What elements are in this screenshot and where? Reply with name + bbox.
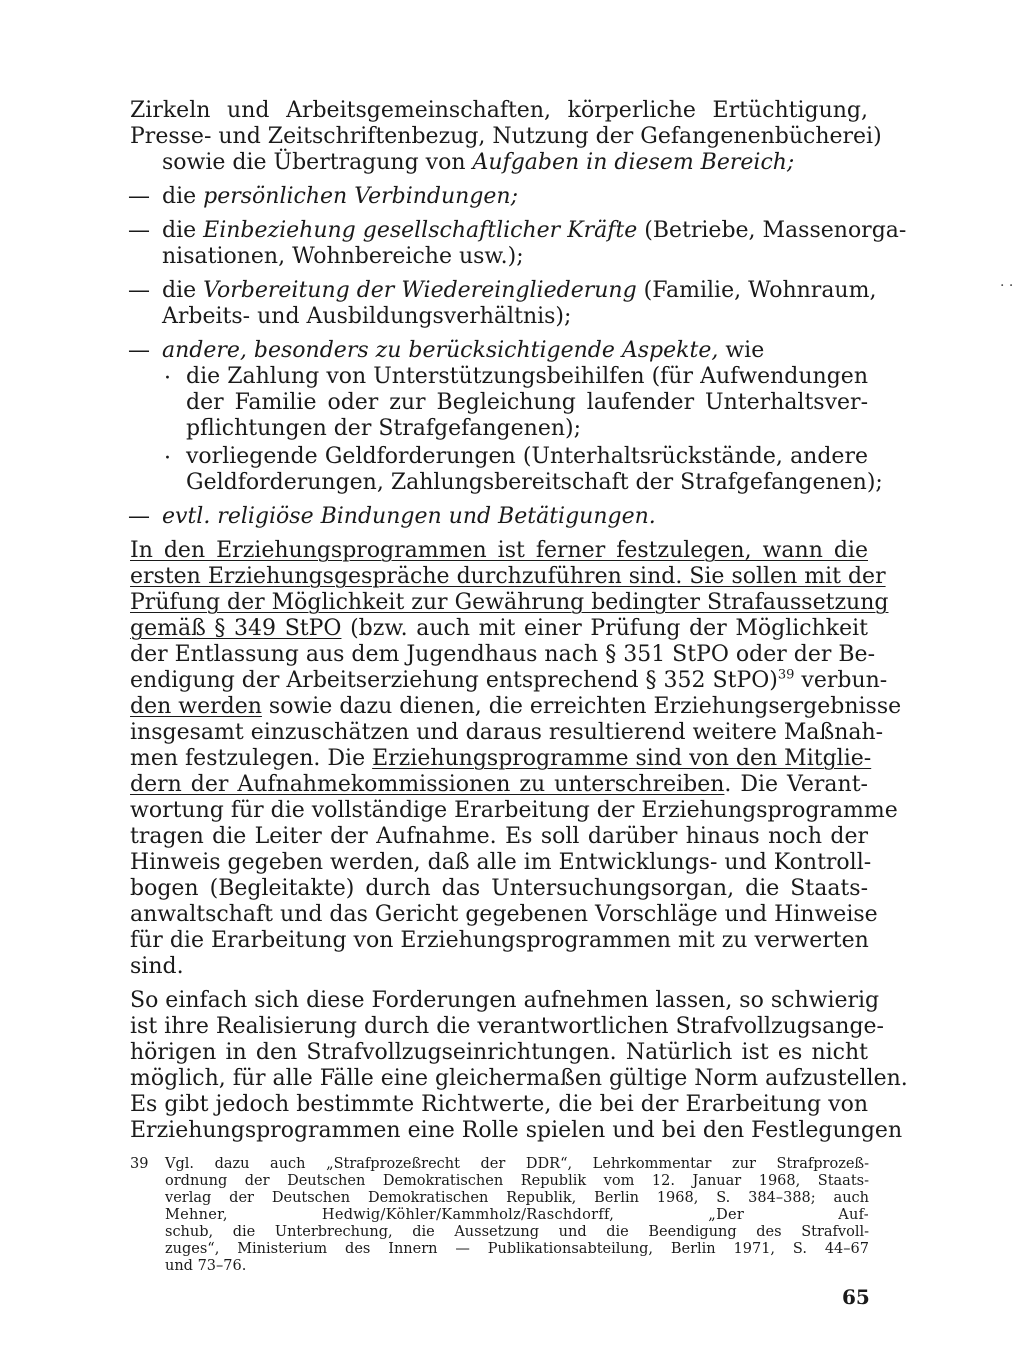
list-item: evtl. religiöse Bindungen und Betätigungen. (162, 504, 656, 529)
footnote-line: Vgl. dazu auch „Strafprozeßrecht der DDR“, Lehrkommentar zur Strafprozeß- (165, 1156, 869, 1172)
margin-mark: · · (1000, 278, 1014, 294)
text-line: men festzulegen. Die Erziehungsprogramme sind von den Mitglie- (130, 746, 872, 771)
text-line: Prüfung der Möglichkeit zur Gewährung bedingter Strafaussetzung (130, 590, 889, 615)
page-number: 65 (842, 1285, 870, 1309)
text-line: dern der Aufnahmekommissionen zu unterschreiben. Die Verant- (130, 772, 868, 797)
text-line: bogen (Begleitakte) durch das Untersuchungsorgan, die Staats- (130, 876, 868, 901)
footnote-line: zuges“, Ministerium des Innern — Publikationsabteilung, Berlin 1971, S. 44–67 (165, 1241, 869, 1257)
text-line: Presse- und Zeitschriftenbezug, Nutzung der Gefangenenbücherei) (130, 124, 882, 149)
list-dash: — (128, 218, 150, 243)
bullet-item: vorliegende Geldforderungen (Unterhaltsrückstände, andere (186, 444, 868, 469)
footnote-line: Mehner, Hedwig/Köhler/Kammholz/Raschdorff, „Der Auf- (165, 1207, 869, 1223)
text-line: tragen die Leiter der Aufnahme. Es soll darüber hinaus noch der (130, 824, 868, 849)
list-dash: — (128, 184, 150, 209)
text-line: der Entlassung aus dem Jugendhaus nach § 351 StPO oder der Be- (130, 642, 876, 667)
text-line: hörigen in den Strafvollzugseinrichtungen. Natürlich ist es nicht (130, 1040, 868, 1065)
footnote-line: ordnung der Deutschen Demokratischen Republik vom 12. Januar 1968, Staats- (165, 1173, 869, 1189)
footnote-ref: 39 (777, 667, 795, 683)
text-line: den werden sowie dazu dienen, die erreichten Erziehungsergebnisse (130, 694, 902, 719)
bullet-item-cont: Geldforderungen, Zahlungsbereitschaft der Strafgefangenen); (186, 470, 883, 495)
list-item-cont: nisationen, Wohnbereiche usw.); (162, 244, 524, 269)
text-line: wortung für die vollständige Erarbeitung der Erziehungsprogramme (130, 798, 898, 823)
footnote-line: schub, die Unterbrechung, die Aussetzung und die Beendigung des Strafvoll- (165, 1224, 869, 1240)
text-line: sind. (130, 954, 184, 979)
bullet-dot: · (164, 366, 171, 391)
footnote-number: 39 (130, 1156, 149, 1172)
text-line: Zirkeln und Arbeitsgemeinschaften, körperliche Ertüchtigung, (130, 98, 868, 123)
text-line: Es gibt jedoch bestimmte Richtwerte, die bei der Erarbeitung von (130, 1092, 868, 1117)
footnote-line: verlag der Deutschen Demokratischen Republik, Berlin 1968, S. 384–388; auch (165, 1190, 869, 1206)
list-item: die Vorbereitung der Wiedereingliederung (Familie, Wohnraum, (162, 278, 877, 303)
bullet-item-cont: der Familie oder zur Begleichung laufender Unterhaltsver- (186, 390, 868, 415)
text-line: Erziehungsprogrammen eine Rolle spielen und bei den Festlegungen (130, 1118, 903, 1143)
text-line: ist ihre Realisierung durch die verantwortlichen Strafvollzugsange- (130, 1014, 884, 1039)
bullet-dot: · (164, 446, 171, 471)
list-item: andere, besonders zu berücksichtigende Aspekte, wie (162, 338, 765, 363)
text-line: sowie die Übertragung von Aufgaben in diesem Bereich; (162, 150, 795, 175)
text-line: ersten Erziehungsgespräche durchzuführen sind. Sie sollen mit der (130, 564, 886, 589)
text-line: In den Erziehungsprogrammen ist ferner festzulegen, wann die (130, 538, 868, 563)
text-line: gemäß § 349 StPO (bzw. auch mit einer Prüfung der Möglichkeit (130, 616, 869, 641)
list-item: die persönlichen Verbindungen; (162, 184, 519, 209)
footnote-line: und 73–76. (165, 1258, 247, 1274)
bullet-item-cont: pflichtungen der Strafgefangenen); (186, 416, 582, 441)
list-item: die Einbeziehung gesellschaftlicher Kräfte (Betriebe, Massenorga- (162, 218, 907, 243)
bullet-item: die Zahlung von Unterstützungsbeihilfen (für Aufwendungen (186, 364, 868, 389)
text-line: für die Erarbeitung von Erziehungsprogrammen mit zu verwerten (130, 928, 869, 953)
list-item-cont: Arbeits- und Ausbildungsverhältnis); (162, 304, 572, 329)
text-line: Hinweis gegeben werden, daß alle im Entwicklungs- und Kontroll- (130, 850, 872, 875)
text-line: möglich, für alle Fälle eine gleichermaßen gültige Norm aufzustellen. (130, 1066, 908, 1091)
list-dash: — (128, 338, 150, 363)
text-line: anwaltschaft und das Gericht gegebenen Vorschläge und Hinweise (130, 902, 878, 927)
list-dash: — (128, 278, 150, 303)
text-line: So einfach sich diese Forderungen aufnehmen lassen, so schwierig (130, 988, 880, 1013)
text-line: endigung der Arbeitserziehung entsprechend § 352 StPO)$^{39}$ verbun- (130, 667, 888, 693)
text-line: insgesamt einzuschätzen und daraus resultierend weitere Maßnah- (130, 720, 884, 745)
list-dash: — (128, 504, 150, 529)
